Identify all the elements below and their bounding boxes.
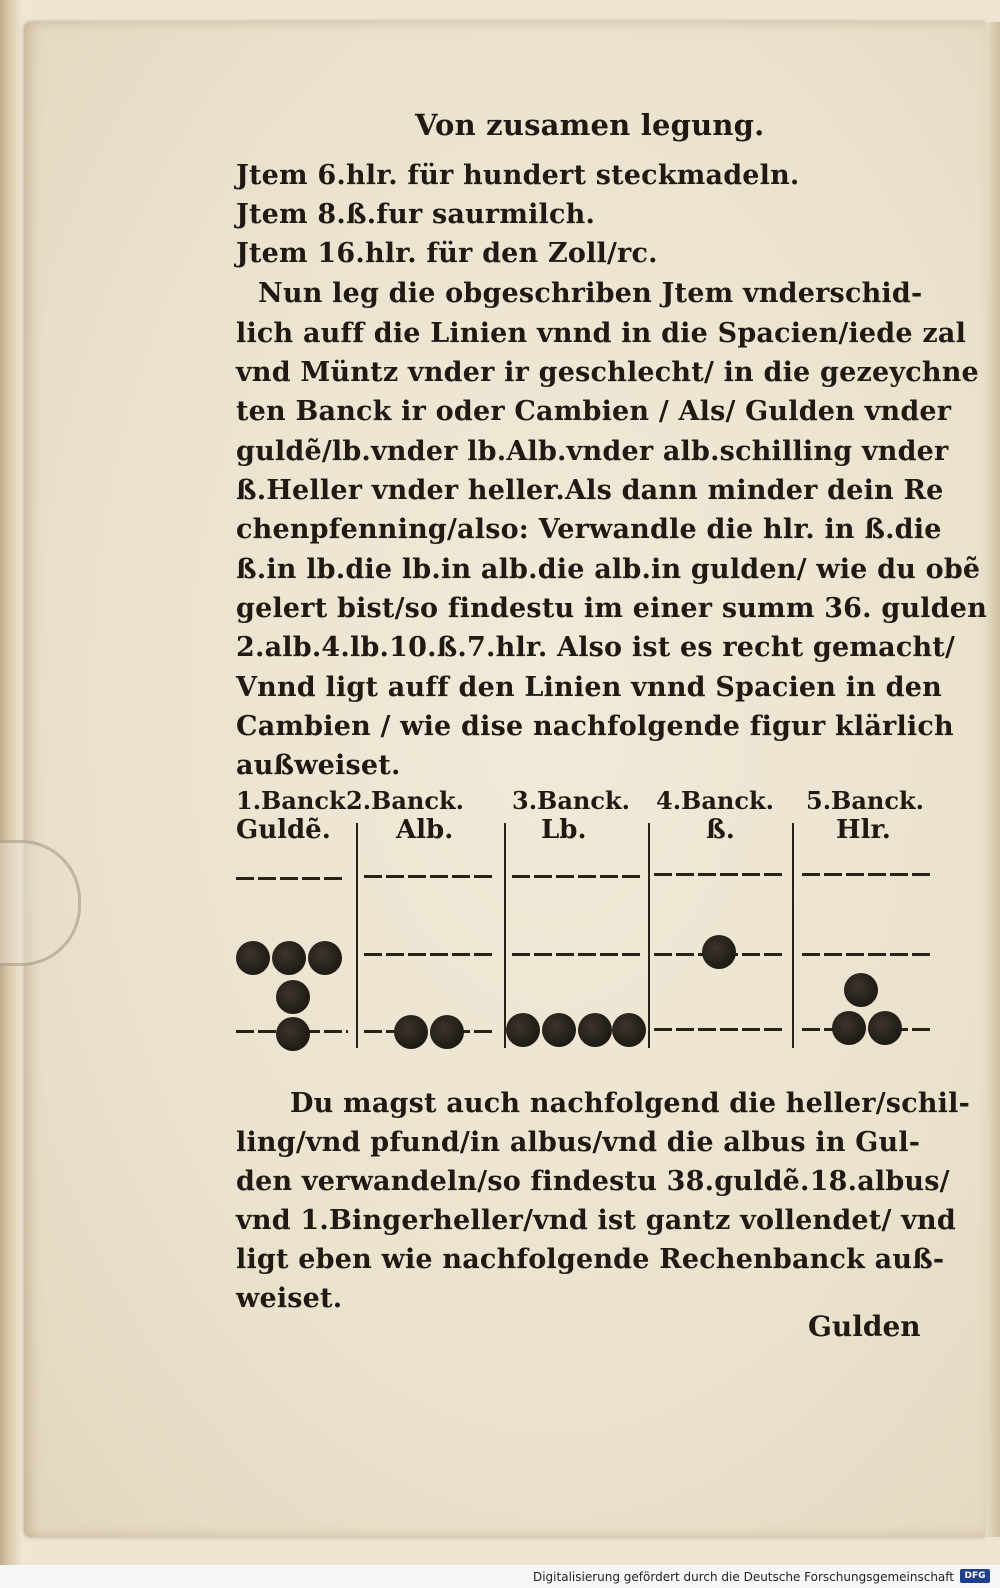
running-head: Von zusamen legung. [415, 108, 765, 142]
paragraph-line: vnd 1.Bingerheller/vnd ist gantz vollendet/ vnd [236, 1205, 956, 1236]
column-label-heller: Hlr. [836, 815, 891, 845]
board-line [236, 877, 344, 880]
bank-label: 4.Banck. [656, 786, 774, 815]
paragraph-line: ß.Heller vnder heller.Als dann minder dein Re [236, 475, 944, 506]
item-line-1: Jtem 6.hlr. für hundert steckmadeln. [236, 160, 800, 191]
counter [272, 941, 306, 975]
board-line [802, 953, 930, 956]
paragraph-line: lich auff die Linien vnnd in die Spacien/iede zal [236, 318, 967, 349]
paragraph-line: guldẽ/lb.vnder lb.Alb.vnder alb.schilling vnder [236, 436, 949, 467]
paragraph-line: Nun leg die obgeschriben Jtem vnderschid- [258, 278, 923, 309]
paragraph-line: Vnnd ligt auff den Linien vnnd Spacien in den [236, 672, 942, 703]
counter [832, 1011, 866, 1045]
board-line [654, 1028, 786, 1031]
counter [236, 941, 270, 975]
counter [430, 1015, 464, 1049]
bank-label: 2.Banck. [346, 786, 464, 815]
counter [394, 1015, 428, 1049]
catchword: Gulden [808, 1310, 921, 1343]
counter [276, 1017, 310, 1051]
paragraph-line: Du magst auch nachfolgend die heller/schil- [290, 1088, 970, 1119]
board-line [364, 953, 496, 956]
footer-credit: Digitalisierung gefördert durch die Deutsche Forschungsgemeinschaft [532, 1570, 954, 1584]
paragraph-line: weiset. [236, 1283, 343, 1314]
dfg-logo: DFG [960, 1569, 990, 1583]
board-line [512, 875, 642, 878]
paragraph-line: ling/vnd pfund/in albus/vnd die albus in Gul- [236, 1127, 921, 1158]
paragraph-line: 2.alb.4.lb.10.ß.7.hlr. Also ist es recht gemacht/ [236, 632, 956, 663]
column-divider [504, 823, 506, 1048]
counter [612, 1013, 646, 1047]
page-edge [986, 22, 1000, 1537]
counter [542, 1013, 576, 1047]
board-line [512, 953, 642, 956]
column-divider [648, 823, 650, 1048]
paragraph-line: außweiset. [236, 750, 401, 781]
item-line-3: Jtem 16.hlr. für den Zoll/rc. [236, 238, 658, 269]
bank-label: 5.Banck. [806, 786, 924, 815]
counter [276, 980, 310, 1014]
board-line [802, 1028, 930, 1031]
paragraph-line: ß.in lb.die lb.in alb.die alb.in gulden/ wie du obẽ [236, 554, 981, 585]
column-label-gulden: Guldẽ. [236, 815, 331, 845]
counter [844, 973, 878, 1007]
paragraph-line: ten Banck ir oder Cambien / Als/ Gulden vnder [236, 396, 952, 427]
footer-bar [0, 1565, 1000, 1588]
paragraph-line: ligt eben wie nachfolgende Rechenbanck auß- [236, 1244, 945, 1275]
paragraph-line: den verwandeln/so findestu 38.guldẽ.18.albus/ [236, 1166, 950, 1197]
board-line [802, 873, 930, 876]
item-line-2: Jtem 8.ß.fur saurmilch. [236, 199, 596, 230]
column-label-pfund: Lb. [541, 815, 587, 845]
counter [868, 1011, 902, 1045]
column-label-albus: Alb. [396, 815, 454, 845]
paragraph-line: gelert bist/so findestu im einer summ 36. gulden [236, 593, 988, 624]
bank-label: 1.Banck. [236, 786, 354, 815]
board-line [364, 875, 496, 878]
counting-board [236, 815, 936, 1055]
counter [308, 941, 342, 975]
paragraph-line: Cambien / wie dise nachfolgende figur klärlich [236, 711, 954, 742]
bank-label: 3.Banck. [512, 786, 630, 815]
paragraph-line: vnd Müntz vnder ir geschlecht/ in die gezeychne [236, 357, 979, 388]
paragraph-line: chenpfenning/also: Verwandle die hlr. in ß.die [236, 514, 942, 545]
counter [702, 935, 736, 969]
column-label-schilling: ß. [706, 815, 735, 845]
column-divider [792, 823, 794, 1048]
counter [578, 1013, 612, 1047]
board-line [654, 873, 786, 876]
counter [506, 1013, 540, 1047]
column-divider [356, 823, 358, 1048]
